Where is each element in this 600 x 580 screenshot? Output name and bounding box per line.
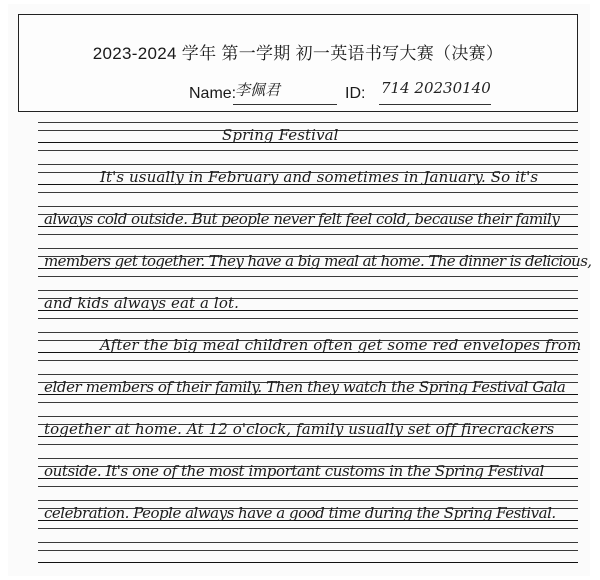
essay-line: members get together. They have a big meal at home. The dinner is delicious, bbox=[44, 252, 592, 270]
header-box bbox=[18, 14, 578, 112]
id-value: 714 20230140 bbox=[381, 79, 491, 97]
id-underline bbox=[379, 104, 491, 105]
contest-paper bbox=[8, 4, 590, 576]
essay-line: outside. It's one of the most important customs in the Spring Festival bbox=[44, 462, 544, 480]
name-id-row bbox=[19, 79, 577, 109]
essay-line: celebration. People always have a good time during the Spring Festival. bbox=[44, 504, 556, 522]
essay-line: It's usually in February and sometimes in January. So it's bbox=[100, 168, 539, 186]
name-value: 李佩君 bbox=[235, 81, 281, 99]
essay-line: together at home. At 12 o'clock, family usually set off firecrackers bbox=[44, 420, 555, 438]
essay-line: always cold outside. But people never felt feel cold, because their family bbox=[44, 210, 560, 228]
essay-line: and kids always eat a lot. bbox=[44, 294, 239, 312]
writing-area bbox=[38, 120, 592, 560]
essay-heading: Spring Festival bbox=[222, 126, 339, 144]
name-underline bbox=[233, 104, 337, 105]
contest-title: 2023-2024 学年 第一学期 初一英语书写大赛（决赛） bbox=[92, 44, 504, 63]
essay-line: After the big meal children often get some red envelopes from bbox=[100, 336, 582, 354]
id-label: ID: bbox=[345, 85, 366, 102]
essay-line: elder members of their family. Then they watch the Spring Festival Gala bbox=[44, 378, 566, 396]
name-label: Name: bbox=[189, 85, 237, 102]
